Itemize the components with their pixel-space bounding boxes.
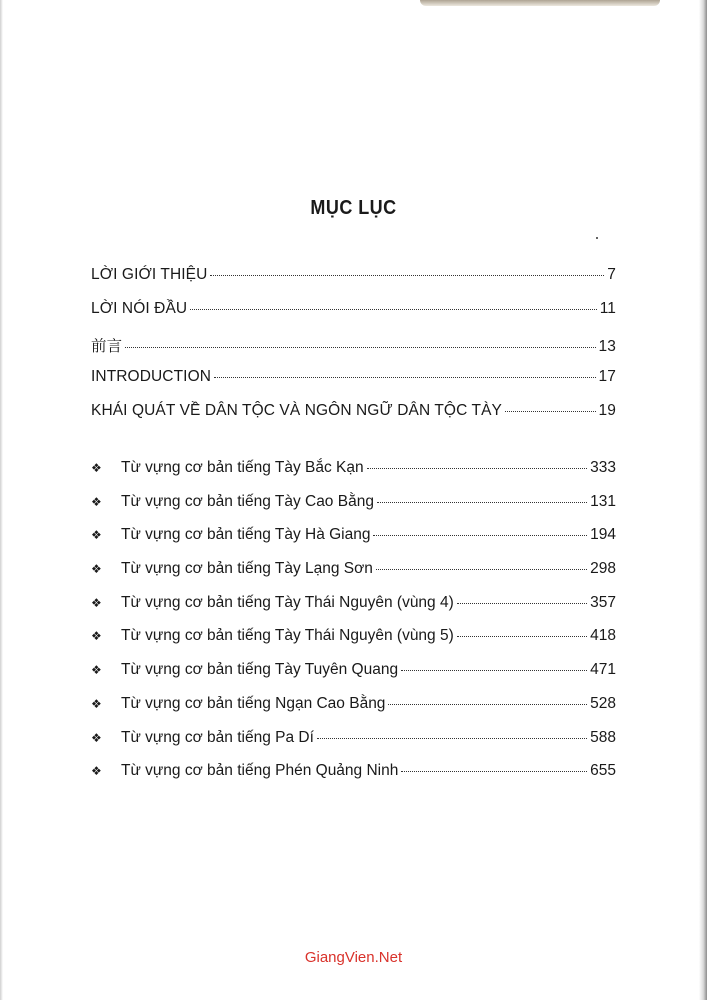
vocab-entry-pa-di[interactable]: [91, 729, 616, 763]
vocab-entry-page: 194: [590, 526, 616, 544]
vocab-entry-ngan-cao-bang[interactable]: [91, 695, 616, 729]
vocab-entry-page: 588: [590, 728, 616, 746]
vocab-entry-title: Từ vựng cơ bản tiếng Pa Dí: [121, 728, 314, 746]
diamond-bullet-icon: ❖: [91, 730, 102, 745]
vocab-entry-tay-tuyen-quang[interactable]: [91, 661, 616, 695]
vocab-entry-page: 528: [590, 694, 616, 712]
table-of-contents: [91, 266, 616, 436]
diamond-bullet-icon: ❖: [91, 562, 102, 577]
dot-leader: [401, 670, 587, 671]
dot-leader: [376, 569, 587, 570]
vocab-entry-page: 333: [590, 459, 616, 476]
vocab-entry-tay-lang-son[interactable]: [91, 560, 616, 594]
diamond-bullet-icon: ❖: [91, 663, 102, 678]
diamond-bullet-icon: ❖: [91, 461, 102, 475]
vocab-entry-phen-quang-ninh[interactable]: [91, 762, 616, 796]
page-left-edge: [0, 0, 3, 1000]
toc-entry-page: 17: [598, 368, 616, 385]
page-right-edge-shadow: [699, 0, 707, 1000]
vocab-entry-page: 298: [590, 560, 616, 578]
dot-leader: [373, 535, 587, 536]
stray-mark: [596, 237, 598, 239]
toc-entry-page: 19: [598, 402, 616, 419]
vocab-entry-title: Từ vựng cơ bản tiếng Tày Cao Bằng: [121, 492, 374, 510]
toc-entry-introduction[interactable]: [91, 368, 616, 402]
vocab-entry-tay-ha-giang[interactable]: [91, 526, 616, 560]
dot-leader: [401, 771, 587, 772]
vocab-entry-tay-thai-nguyen-5[interactable]: [91, 627, 616, 661]
vocab-entry-title: Từ vựng cơ bản tiếng Tày Thái Nguyên (vùng 4): [121, 593, 454, 611]
watermark-text: GiangVien.Net: [304, 949, 403, 966]
diamond-bullet-icon: ❖: [91, 764, 102, 779]
vocab-entry-title: Từ vựng cơ bản tiếng Ngạn Cao Bằng: [121, 694, 386, 712]
vocab-entry-page: 357: [590, 593, 616, 611]
dot-leader: [377, 502, 587, 503]
toc-entry-page: 11: [599, 300, 616, 317]
toc-entry-title: 前言: [91, 338, 123, 355]
dot-leader: [214, 377, 596, 378]
vocab-entry-title: Từ vựng cơ bản tiếng Phén Quảng Ninh: [121, 762, 399, 780]
toc-entry-khai-quat[interactable]: [91, 402, 616, 436]
toc-entry-chinese-preface[interactable]: [91, 334, 616, 368]
dot-leader: [505, 411, 596, 412]
diamond-bullet-icon: ❖: [91, 528, 102, 543]
dot-leader: [210, 275, 604, 276]
vocab-entry-page: 655: [590, 762, 616, 780]
vocab-entry-title: Từ vựng cơ bản tiếng Tày Lạng Sơn: [121, 560, 373, 578]
toc-entry-page: 13: [598, 338, 616, 355]
toc-entry-title: LỜI GIỚI THIỆU: [91, 266, 208, 283]
vocab-entry-tay-bac-kan[interactable]: [91, 459, 616, 493]
dot-leader: [125, 347, 595, 348]
diamond-bullet-icon: ❖: [91, 595, 102, 610]
vocab-entry-title: Từ vựng cơ bản tiếng Tày Tuyên Quang: [121, 661, 399, 679]
dot-leader: [457, 603, 587, 604]
diamond-bullet-icon: ❖: [91, 629, 102, 644]
dot-leader: [190, 309, 596, 310]
vocab-entry-title: Từ vựng cơ bản tiếng Tày Thái Nguyên (vùng 5): [121, 627, 454, 645]
vocab-entry-tay-thai-nguyen-4[interactable]: [91, 594, 616, 628]
diamond-bullet-icon: ❖: [91, 494, 102, 509]
toc-entry-title: KHÁI QUÁT VỀ DÂN TỘC VÀ NGÔN NGỮ DÂN TỘC TÀY: [91, 402, 502, 419]
dot-leader: [317, 738, 587, 739]
vocab-entry-page: 131: [590, 492, 616, 510]
vocabulary-section-list: [91, 459, 616, 796]
page-top-edge-shadow: [420, 0, 660, 6]
vocab-entry-tay-cao-bang[interactable]: [91, 493, 616, 527]
dot-leader: [388, 704, 587, 705]
toc-entry-title: INTRODUCTION: [91, 368, 212, 385]
toc-entry-page: 7: [607, 266, 616, 283]
dot-leader: [367, 468, 588, 469]
vocab-entry-title: Từ vựng cơ bản tiếng Tày Bắc Kạn: [121, 459, 364, 476]
page-title: MỤC LỤC: [310, 197, 397, 219]
toc-entry-title: LỜI NÓI ĐẦU: [91, 300, 188, 317]
toc-entry-loi-noi-dau[interactable]: [91, 300, 616, 334]
diamond-bullet-icon: ❖: [91, 696, 102, 711]
dot-leader: [457, 636, 587, 637]
vocab-entry-title: Từ vựng cơ bản tiếng Tày Hà Giang: [121, 526, 371, 544]
vocab-entry-page: 471: [590, 661, 616, 679]
toc-entry-loi-gioi-thieu[interactable]: [91, 266, 616, 300]
vocab-entry-page: 418: [590, 627, 616, 645]
